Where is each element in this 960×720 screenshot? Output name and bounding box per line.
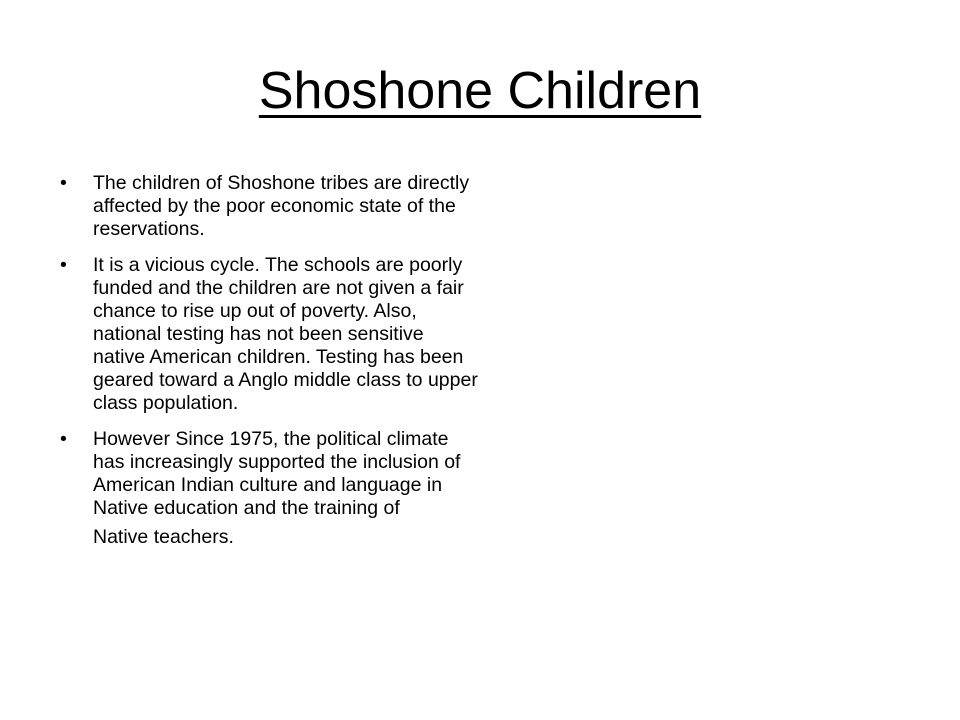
bullet-list (60, 172, 480, 562)
bullet-item-3 (60, 428, 480, 549)
bullet-item-2 (60, 254, 480, 415)
slide-title: Shoshone Children (258, 62, 702, 120)
bullet-text-3-trailing-line: Native teachers. (93, 526, 234, 548)
bullet-item-1 (60, 172, 480, 241)
bullet-text-1: The children of Shoshone tribes are directly affected by the poor economic state of the reservations. (93, 172, 470, 240)
bullet-text-2: It is a vicious cycle. The schools are poorly funded and the children are not given a fair chance to rise up out of poverty. Also, national testing has not been sensitive native American children. Testing has been geared toward a Anglo middle class to upper class population. (93, 254, 478, 414)
bullet-icon: • (60, 428, 67, 450)
bullet-icon: • (60, 172, 67, 194)
bullet-text-3: However Since 1975, the political climate has increasingly supported the inclusion of American Indian culture and language in Native education and the training of (93, 428, 461, 519)
bullet-icon: • (60, 254, 67, 276)
